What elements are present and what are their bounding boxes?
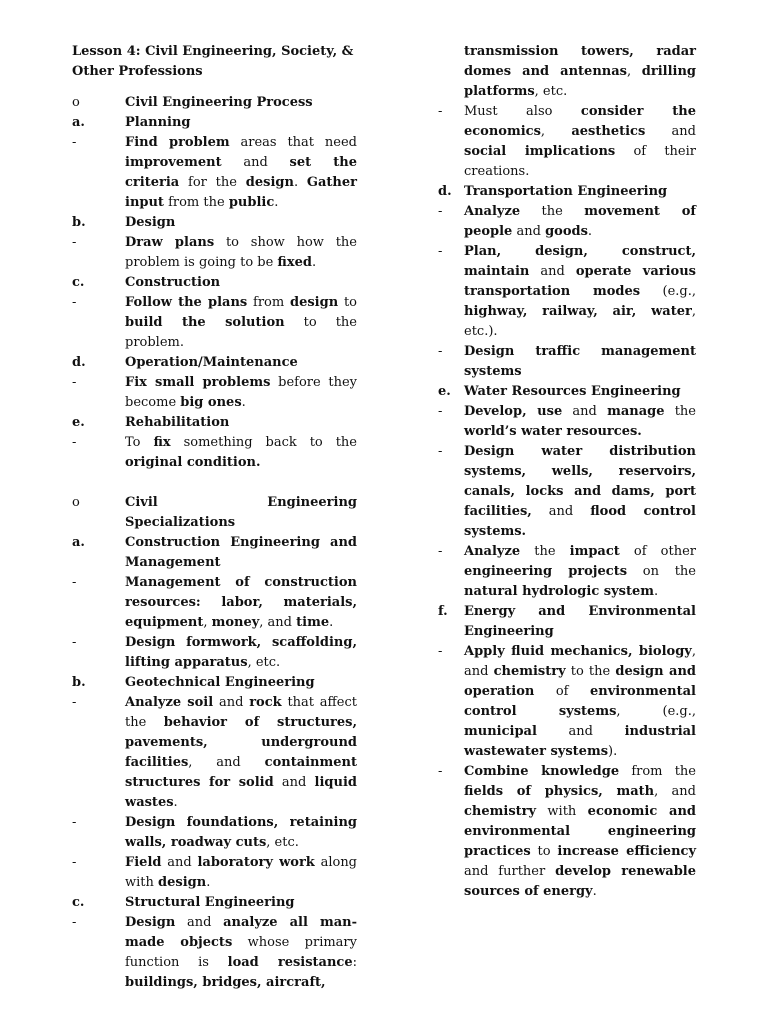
text-run: . <box>654 584 659 599</box>
text-run: , <box>540 124 572 139</box>
bold-run: goods <box>545 224 588 239</box>
item-text <box>125 813 357 853</box>
item-text <box>464 342 696 382</box>
text-run: , etc. <box>534 84 568 99</box>
bold-run: highway, railway, air, water <box>464 304 692 319</box>
bold-run: Transportation Engineering <box>464 184 668 199</box>
outline-heading <box>72 533 357 573</box>
right-outline <box>438 42 696 902</box>
item-marker: - <box>72 635 77 650</box>
bullet-item <box>72 693 357 813</box>
item-marker: d. <box>438 184 452 199</box>
text-run: . <box>241 395 246 410</box>
text-run: . <box>312 255 317 270</box>
bold-run: flood control systems. <box>464 504 696 539</box>
bold-run: laboratory work <box>197 855 315 870</box>
text-run: and <box>529 264 576 279</box>
text-run: , etc. <box>247 655 281 670</box>
item-text <box>125 673 357 693</box>
bold-run: Design formwork, scaffolding, lifting apparatus <box>125 635 357 670</box>
item-text <box>125 693 357 813</box>
bold-run: drilling platforms <box>464 64 697 99</box>
bold-run: time <box>296 615 330 630</box>
bold-run: environmental control systems <box>464 684 696 719</box>
item-text <box>125 413 357 433</box>
item-marker: - <box>72 855 77 870</box>
outline-heading <box>438 602 696 642</box>
bullet-item <box>72 813 357 853</box>
bold-run: behavior of structures, pavements, underground facilities <box>125 715 357 770</box>
bold-run: Draw plans <box>125 235 215 250</box>
item-text <box>464 202 696 242</box>
bold-run: Design foundations, retaining walls, roadway cuts <box>125 815 357 850</box>
text-run: . <box>592 884 597 899</box>
bold-run: develop renewable sources of energy <box>464 864 696 899</box>
item-marker: o <box>72 495 80 510</box>
outline-heading <box>72 273 357 293</box>
item-marker: b. <box>72 215 86 230</box>
item-text <box>125 133 357 213</box>
text-run: . <box>587 224 593 239</box>
item-text <box>125 573 357 633</box>
item-marker: - <box>72 375 77 390</box>
item-marker: - <box>72 295 77 310</box>
bold-run: Energy and Environmental Engineering <box>464 604 696 639</box>
bold-run: Combine knowledge <box>464 764 620 779</box>
bullet-item <box>438 642 696 762</box>
bullet-item <box>72 913 357 993</box>
item-marker: d. <box>72 355 86 370</box>
bold-run: Civil Engineering Specializations <box>125 495 357 530</box>
item-marker: - <box>438 244 443 259</box>
item-text <box>125 493 357 533</box>
item-text <box>125 353 357 373</box>
item-text <box>464 762 696 902</box>
item-marker: - <box>438 544 443 559</box>
bullet-item <box>72 573 357 633</box>
text-run: and further <box>464 864 556 879</box>
outline-heading <box>72 113 357 133</box>
item-text <box>464 102 696 182</box>
item-marker: o <box>72 95 80 110</box>
item-marker: - <box>72 815 77 830</box>
item-text <box>125 293 357 353</box>
text-run: something back to the <box>170 435 357 450</box>
left-outline <box>72 93 357 993</box>
bold-run: transmission towers, radar domes and antennas <box>464 44 696 79</box>
text-run: to the problem. <box>125 315 357 350</box>
text-run: , and <box>654 784 696 799</box>
item-marker: c. <box>72 275 85 290</box>
bold-run: Civil Engineering Process <box>125 95 313 110</box>
bold-run: Geotechnical Engineering <box>125 675 315 690</box>
bullet-item <box>72 373 357 413</box>
text-run: , and <box>259 615 297 630</box>
bold-run: buildings, bridges, aircraft, <box>125 975 326 990</box>
outline-heading <box>438 182 696 202</box>
text-run: that affect the <box>125 695 357 730</box>
bullet-item <box>438 542 696 602</box>
bold-run: containment structures for solid <box>125 755 357 790</box>
bold-run: Rehabilitation <box>125 415 230 430</box>
item-text <box>464 602 696 642</box>
item-text <box>125 893 357 913</box>
text-run: , <box>203 615 212 630</box>
bullet-item <box>72 133 357 213</box>
outline-heading <box>72 353 357 373</box>
bold-run: manage <box>607 404 665 419</box>
bold-run: world’s water resources. <box>464 424 642 439</box>
item-text <box>125 113 357 133</box>
text-run: , <box>626 64 642 79</box>
bullet-item <box>438 342 696 382</box>
bold-run: Analyze soil <box>125 695 214 710</box>
item-marker: - <box>438 404 443 419</box>
item-marker: b. <box>72 675 86 690</box>
bold-run: social implications <box>464 144 616 159</box>
text-run: to <box>338 295 357 310</box>
bold-run: Operation/Maintenance <box>125 355 298 370</box>
item-text <box>464 382 696 402</box>
text-run: for the <box>179 175 246 190</box>
text-run: . <box>206 875 211 890</box>
item-text <box>464 542 696 602</box>
text-run: from the <box>163 195 229 210</box>
item-marker: - <box>438 344 443 359</box>
text-run: with <box>536 804 588 819</box>
item-text <box>125 853 357 893</box>
outline-heading <box>72 213 357 233</box>
text-run: . <box>274 195 279 210</box>
bold-run: Construction Engineering and Management <box>125 535 357 570</box>
bullet-item <box>72 633 357 673</box>
bold-run: Gather input <box>125 175 358 210</box>
outline-heading <box>438 382 696 402</box>
text-run: of other <box>619 544 696 559</box>
bold-run: Develop, use <box>464 404 563 419</box>
text-run: , and <box>464 644 696 679</box>
item-marker: c. <box>72 895 85 910</box>
outline-heading <box>72 93 357 113</box>
bold-run: Follow the plans <box>125 295 248 310</box>
text-run: the <box>520 204 585 219</box>
text-run: to <box>530 844 558 859</box>
bold-run: fields of physics, math <box>464 784 655 799</box>
item-text <box>464 642 696 762</box>
item-text <box>125 273 357 293</box>
bold-run: Find problem <box>125 135 230 150</box>
item-text <box>125 233 357 273</box>
item-marker: - <box>438 444 443 459</box>
bold-run: public <box>228 195 275 210</box>
bold-run: Construction <box>125 275 221 290</box>
bullet-item <box>438 202 696 242</box>
bold-run: Design traffic management systems <box>464 344 696 379</box>
bold-run: engineering projects <box>464 564 628 579</box>
item-marker: a. <box>72 115 85 130</box>
bold-run: rock <box>249 695 282 710</box>
bold-run: municipal <box>464 724 537 739</box>
bold-run: movement of people <box>464 204 696 239</box>
text-run: along with <box>125 855 358 890</box>
item-marker: - <box>72 915 77 930</box>
text-run: (e.g., <box>640 284 696 299</box>
text-run: . <box>173 795 178 810</box>
bullet-item <box>438 242 696 342</box>
text-run: To <box>125 435 154 450</box>
item-text <box>464 182 696 202</box>
bold-run: increase efficiency <box>557 844 696 859</box>
text-run: , and <box>188 755 265 770</box>
bold-run: Analyze <box>464 204 521 219</box>
text-run: from <box>247 295 290 310</box>
text-run: and <box>175 915 224 930</box>
bold-run: Design water distribution systems, wells, reservoirs, canals, locks and dams, port facilities, <box>464 444 696 519</box>
text-run: and <box>221 155 290 170</box>
bullet-item <box>72 853 357 893</box>
bold-run: operate various transportation modes <box>464 264 696 299</box>
bold-run: Planning <box>125 115 191 130</box>
text-run: the <box>520 544 570 559</box>
text-run: on the <box>627 564 696 579</box>
item-marker: e. <box>438 384 451 399</box>
bold-run: fix <box>153 435 171 450</box>
item-text <box>125 633 357 673</box>
item-marker: - <box>72 235 77 250</box>
bold-run: natural hydrologic system <box>464 584 654 599</box>
item-marker: - <box>72 575 77 590</box>
bold-run: impact <box>569 544 620 559</box>
bold-run: Design <box>125 215 176 230</box>
bold-run: fixed <box>277 255 312 270</box>
item-marker: - <box>72 135 77 150</box>
item-text <box>125 533 357 573</box>
item-text <box>464 442 696 542</box>
text-run: , (e.g., <box>616 704 696 719</box>
text-run: Must also <box>464 104 581 119</box>
bullet-item <box>438 762 696 902</box>
bold-run: consider the economics <box>464 104 696 139</box>
bold-run: big ones <box>180 395 242 410</box>
text-run: from the <box>619 764 696 779</box>
text-run: and <box>536 724 625 739</box>
bold-run: improvement <box>125 155 222 170</box>
bullet-item <box>72 293 357 353</box>
bold-run: Structural Engineering <box>125 895 295 910</box>
bold-run: design and operation <box>464 664 697 699</box>
bullet-item <box>72 433 357 473</box>
text-run: whose primary function is <box>125 935 357 970</box>
text-run: : <box>352 955 357 970</box>
bold-run: money <box>211 615 260 630</box>
bold-run: chemistry <box>493 664 566 679</box>
bold-run: Analyze <box>464 544 521 559</box>
bold-run: Design <box>125 915 176 930</box>
bold-run: Field <box>125 855 162 870</box>
outline-heading <box>72 413 357 433</box>
text-run: and <box>213 695 250 710</box>
text-run: areas that need <box>229 135 357 150</box>
bullet-item <box>438 442 696 542</box>
bold-run: design <box>245 175 294 190</box>
text-run: and <box>562 404 608 419</box>
outline-heading <box>72 893 357 913</box>
text-run: of their creations. <box>464 144 696 179</box>
item-marker: - <box>438 204 443 219</box>
bold-run: original condition. <box>125 455 261 470</box>
bold-run: design <box>289 295 339 310</box>
bold-run: load resistance <box>227 955 353 970</box>
item-marker: - <box>438 764 443 779</box>
text-run: the <box>664 404 696 419</box>
spacer <box>72 473 357 493</box>
item-text <box>125 373 357 413</box>
text-run: . <box>293 175 307 190</box>
left-column <box>72 42 357 993</box>
item-marker: - <box>438 644 443 659</box>
bold-run: liquid wastes <box>125 775 357 810</box>
item-text <box>125 913 357 993</box>
item-marker: e. <box>72 415 85 430</box>
text-run: to the <box>565 664 616 679</box>
outline-heading <box>72 493 357 533</box>
item-text <box>125 213 357 233</box>
text-run: , etc. <box>266 835 299 850</box>
bold-run: aesthetics <box>571 124 646 139</box>
bold-run: Plan, design, construct, maintain <box>464 244 696 279</box>
text-run: and <box>531 504 591 519</box>
bold-run: build the solution <box>125 315 285 330</box>
item-marker: f. <box>438 604 448 619</box>
item-marker: a. <box>72 535 85 550</box>
continued-text <box>438 42 696 102</box>
item-text <box>464 42 696 102</box>
bold-run: analyze all man-made objects <box>125 915 357 950</box>
bold-run: design <box>158 875 207 890</box>
bullet-item <box>72 233 357 273</box>
text-run: to show how the problem is going to be <box>125 235 357 270</box>
text-run: , etc.). <box>464 304 696 339</box>
text-run: ). <box>608 744 618 759</box>
item-text <box>464 242 696 342</box>
text-run: . <box>329 615 334 630</box>
bold-run: Fix small problems <box>125 375 271 390</box>
item-text <box>464 402 696 442</box>
text-run: of <box>534 684 590 699</box>
lesson-title: Lesson 4: Civil Engineering, Society, & Other Professions <box>72 44 354 79</box>
text-run: before they become <box>125 375 357 410</box>
bold-run: economic and environmental engineering practices <box>464 804 696 859</box>
bullet-item <box>438 402 696 442</box>
bold-run: Apply fluid mechanics, biology <box>464 644 692 659</box>
outline-heading <box>72 673 357 693</box>
bold-run: chemistry <box>464 804 537 819</box>
item-marker: - <box>438 104 443 119</box>
bold-run: Water Resources Engineering <box>464 384 681 399</box>
item-marker: - <box>72 435 77 450</box>
text-run: and <box>645 124 696 139</box>
bullet-item <box>438 102 696 182</box>
item-text <box>125 93 357 113</box>
item-text <box>125 433 357 473</box>
text-run: and <box>512 224 546 239</box>
text-run: and <box>161 855 198 870</box>
bold-run: Management of construction resources: labor, materials, equipment <box>125 575 357 630</box>
item-marker: - <box>72 695 77 710</box>
bold-run: industrial wastewater systems <box>464 724 696 759</box>
bold-run: set the criteria <box>125 155 357 190</box>
text-run: and <box>273 775 315 790</box>
right-column <box>438 42 696 902</box>
